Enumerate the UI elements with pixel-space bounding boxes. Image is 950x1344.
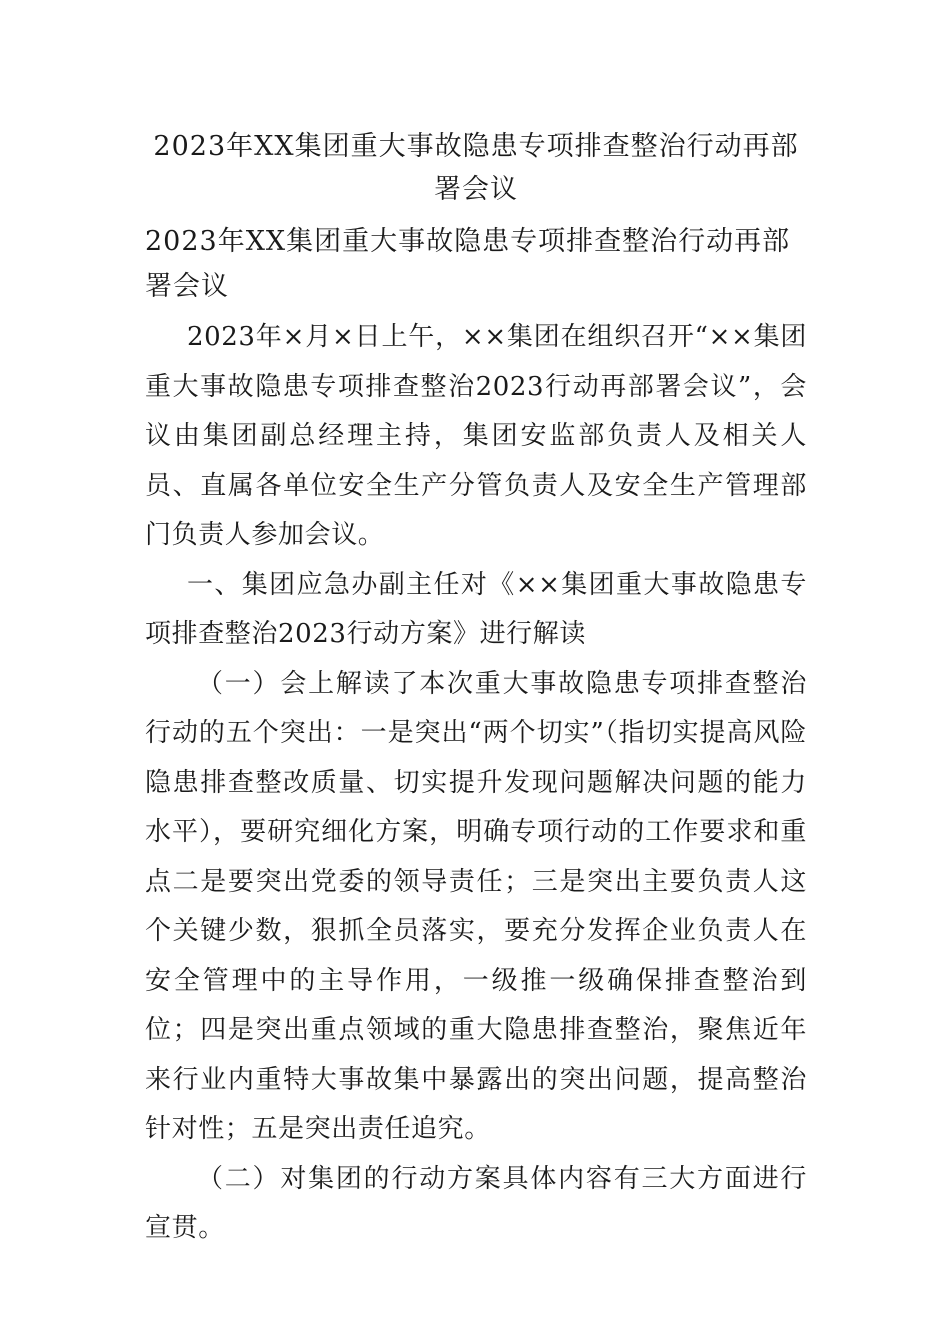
paragraph-section-1: 一、集团应急办副主任对《××集团重大事故隐患专项排查整治2023行动方案》进行解读 <box>145 569 807 649</box>
paragraph-intro: 2023年×月×日上午，××集团在组织召开“××集团重大事故隐患专项排查整治2023行动再部署会议”，会议由集团副总经理主持，集团安监部负责人及相关人员、直属各单位安全生产分管负责人及安全生产管理部门负责人参加会议。 <box>145 322 807 550</box>
paragraph-subsection-1: （一）会上解读了本次重大事故隐患专项排查整治行动的五个突出：一是突出“两个切实”（指切实提高风险隐患排查整改质量、切实提升发现问题解决问题的能力水平），要研究细化方案，明确专项行动的工作要求和重点二是要突出党委的领导责任；三是突出主要负责人这个关键少数，狠抓全员落实，要充分发挥企业负责人在安全管理中的主导作用，一级推一级确保排查整治到位；四是突出重点领域的重大隐患排查整治，聚焦近年来行业内重特大事故集中暴露出的突出问题，提高整治针对性；五是突出责任追究。 <box>145 668 807 1144</box>
paragraph-subsection-2: （二）对集团的行动方案具体内容有三大方面进行宣贯。 <box>145 1163 807 1243</box>
document-subtitle: 2023年XX集团重大事故隐患专项排查整治行动再部署会议 <box>145 226 791 302</box>
document-title: 2023年XX集团重大事故隐患专项排查整治行动再部署会议 <box>153 131 799 205</box>
spacer <box>145 211 807 219</box>
document-body <box>145 125 807 1254</box>
